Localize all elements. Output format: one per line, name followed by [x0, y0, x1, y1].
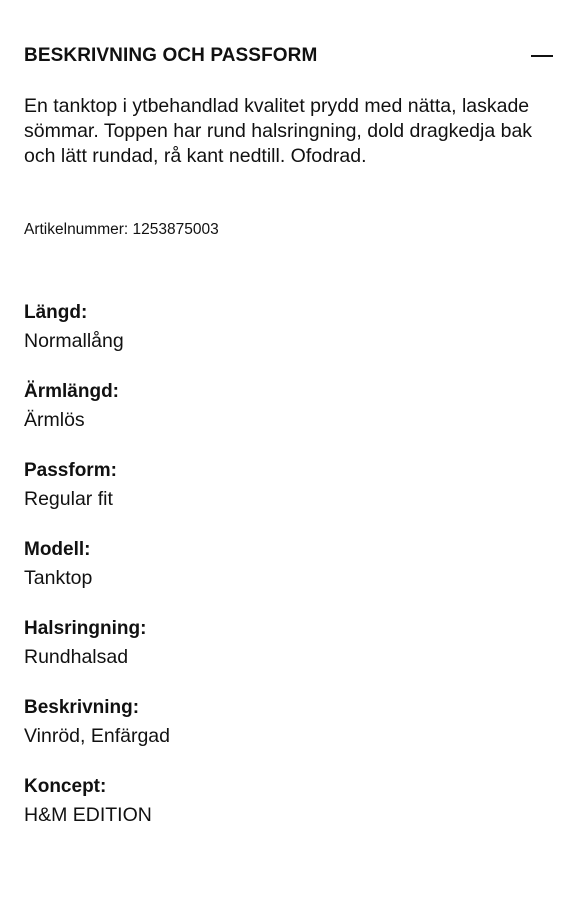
attribute-label: Koncept: [24, 776, 107, 797]
attribute-concept [24, 774, 554, 853]
attribute-value: Regular fit [24, 488, 113, 510]
attribute-value: Rundhalsad [24, 646, 129, 668]
attribute-value: Tanktop [24, 567, 93, 589]
attribute-value: Normallång [24, 330, 124, 352]
attribute-model [24, 537, 554, 616]
section-title: BESKRIVNING OCH PASSFORM [24, 45, 318, 66]
attribute-value: Vinröd, Enfärgad [24, 725, 170, 747]
attribute-label: Ärmlängd: [24, 381, 119, 402]
attribute-value: H&M EDITION [24, 804, 152, 826]
attribute-list [24, 300, 554, 853]
product-description: En tanktop i ytbehandlad kvalitet prydd med nätta, laskade sömmar. Toppen har rund halsringning, dold dragkedja bak och lätt rundad, rå kant nedtill. Ofodrad. [24, 95, 533, 167]
attribute-label: Beskrivning: [24, 697, 140, 718]
attribute-description [24, 695, 554, 774]
accordion-header[interactable] [24, 38, 554, 74]
attribute-length [24, 300, 554, 379]
attribute-neckline [24, 616, 554, 695]
attribute-label: Längd: [24, 302, 88, 323]
minus-icon[interactable] [530, 44, 554, 68]
attribute-fit [24, 458, 554, 537]
attribute-label: Modell: [24, 539, 91, 560]
attribute-sleeve-length [24, 379, 554, 458]
attribute-label: Halsringning: [24, 618, 147, 639]
article-number: Artikelnummer: 1253875003 [24, 221, 219, 238]
attribute-label: Passform: [24, 460, 117, 481]
attribute-value: Ärmlös [24, 409, 85, 431]
